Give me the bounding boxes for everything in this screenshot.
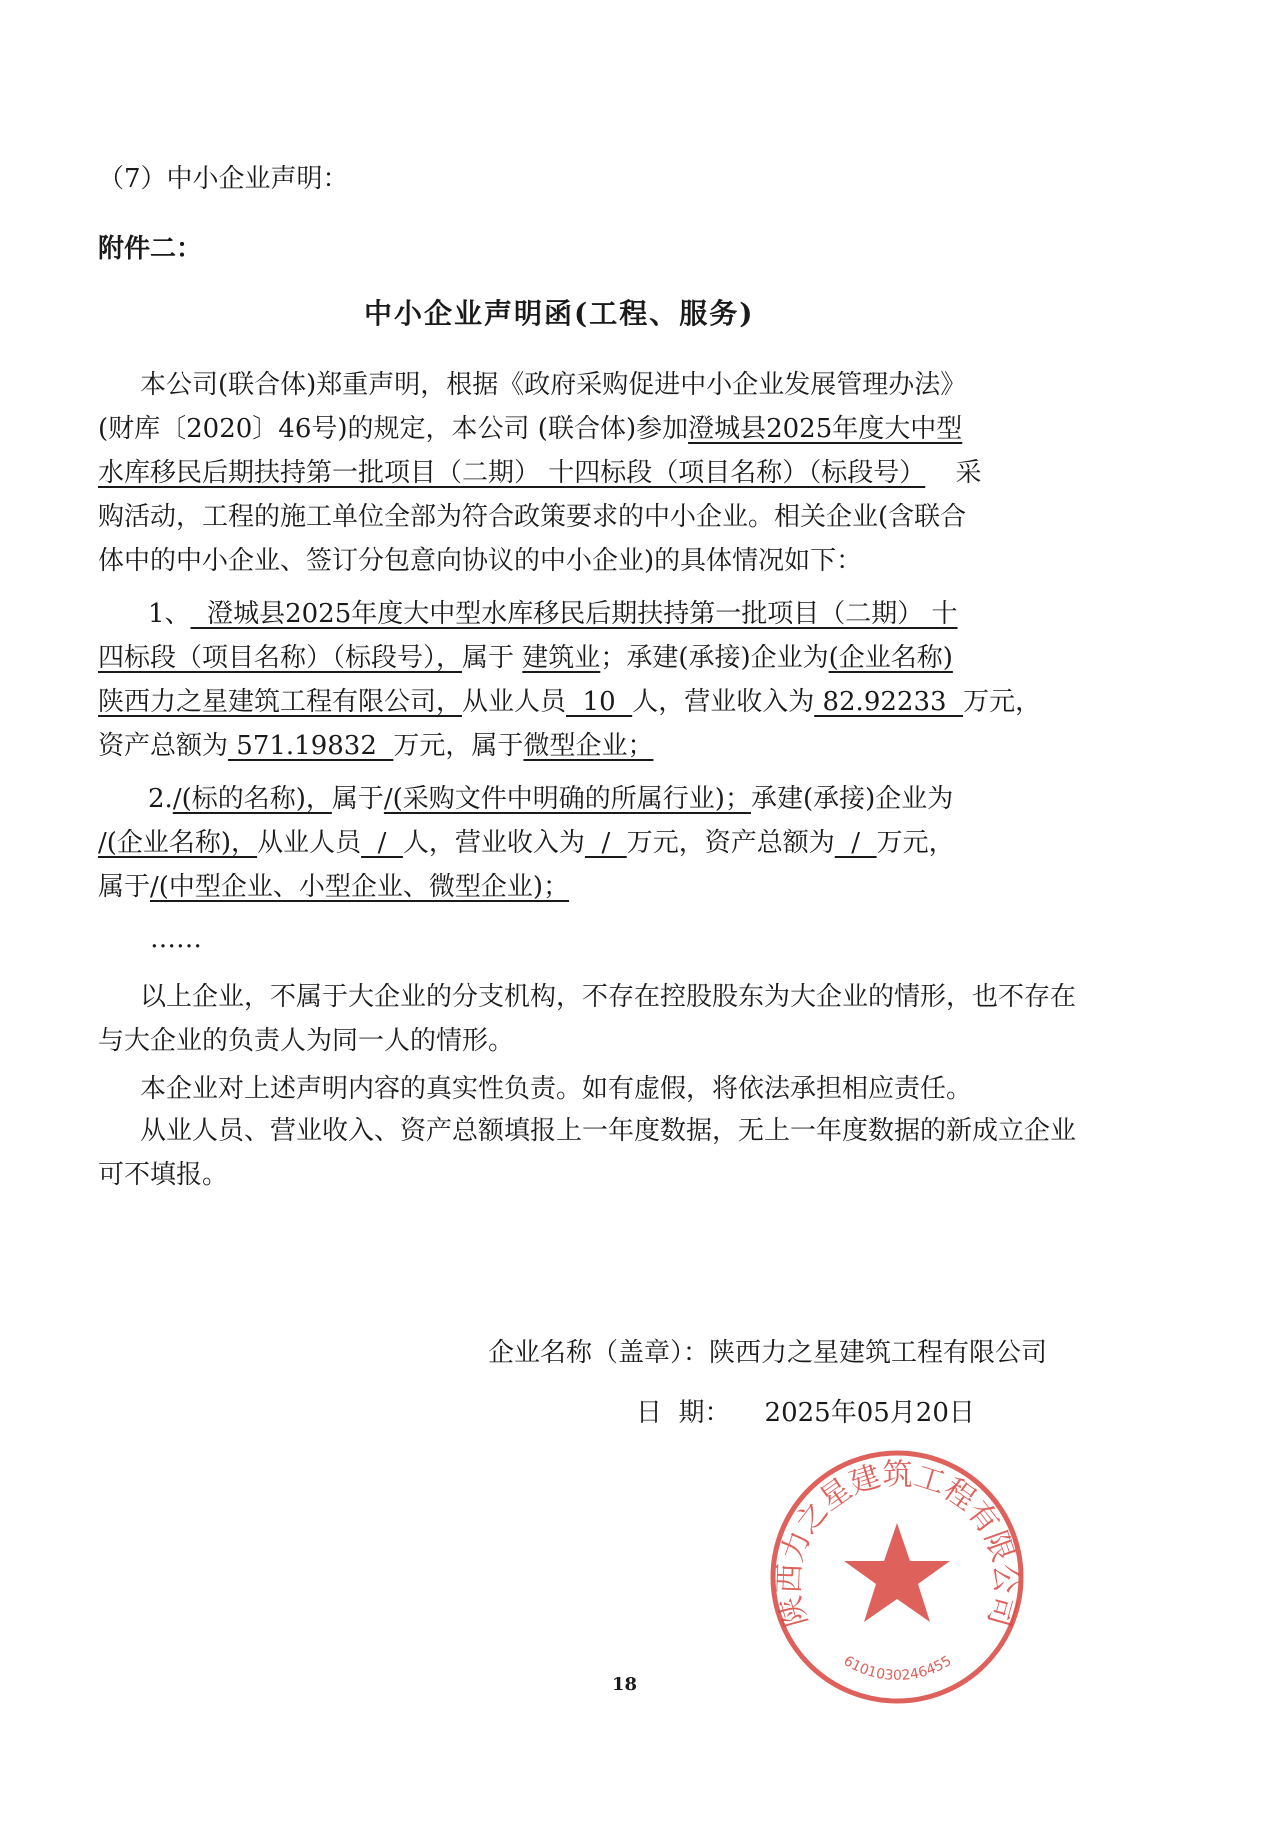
item1-industry: 建筑业 [522, 643, 601, 673]
date-label: 日 期： [636, 1398, 731, 1428]
para1-line3: 水库移民后期扶持第一批项目（二期） 十四标段（项目名称）（标段号） 采 [98, 458, 982, 488]
item2-line3: 属于/(中型企业、小型企业、微型企业)； [98, 872, 570, 902]
item1-company: 陕西力之星建筑工程有限公司， [98, 687, 463, 717]
item2-line2: /(企业名称)，从业人员 / 人，营业收入为 / 万元，资产总额为 / 万元， [98, 828, 955, 858]
item2-line1: 2./(标的名称)，属于/(采购文件中明确的所属行业)；承建(承接)企业为 [148, 784, 954, 814]
date-value: 2025年05月20日 [764, 1398, 975, 1428]
attachment-label: 附件二： [98, 234, 203, 264]
para1-line2: (财库〔2020〕46号)的规定，本公司 (联合体)参加澄城县2025年度大中型 [98, 414, 963, 444]
item1-line2: 四标段（项目名称）（标段号），属于 建筑业；承建(承接)企业为(企业名称) [98, 643, 953, 673]
date-line [636, 1392, 975, 1429]
item1-line3: 陕西力之星建筑工程有限公司，从业人员 10 人，营业收入为 82.92233 万元， [98, 687, 1042, 717]
svg-text:陕西力之星建筑工程有限公司: 陕西力之星建筑工程有限公司 [772, 1457, 1023, 1631]
company-value: 陕西力之星建筑工程有限公司 [709, 1338, 1048, 1368]
item1-project-name: 澄城县2025年度大中型水库移民后期扶持第一批项目（二期） 十 [190, 599, 958, 629]
para1-line1: 本公司(联合体)郑重声明，根据《政府采购促进中小企业发展管理办法》 [140, 370, 967, 400]
item1-revenue: 82.92233 [814, 687, 964, 717]
page-number: 18 [612, 1674, 638, 1695]
item1-line4: 资产总额为 571.19832 万元，属于微型企业； [98, 731, 654, 761]
project-name-part1: 澄城县2025年度大中型 [688, 414, 963, 444]
item1-assets: 571.19832 [228, 731, 394, 761]
company-seal [765, 1445, 1030, 1710]
section-heading: （7）中小企业声明： [98, 164, 349, 194]
item1-enterprise-type: 微型企业； [523, 731, 654, 761]
para3: 本企业对上述声明内容的真实性负责。如有虚假，将依法承担相应责任。 [140, 1074, 973, 1104]
item1-employees: 10 [566, 687, 633, 717]
company-signature-line [488, 1332, 1047, 1369]
para1-line5: 体中的中小企业、签订分包意向协议的中小企业)的具体情况如下： [98, 546, 863, 576]
company-label: 企业名称（盖章）： [488, 1338, 710, 1368]
para2-line1: 以上企业，不属于大企业的分支机构，不存在控股股东为大企业的情形，也不存在 [140, 982, 1077, 1012]
para2-line2: 与大企业的负责人为同一人的情形。 [98, 1026, 515, 1056]
svg-text:6101030246455: 6101030246455 [840, 1653, 955, 1684]
para1-line4: 购活动，工程的施工单位全部为符合政策要求的中小企业。相关企业(含联合 [98, 502, 967, 532]
project-name-part2: 水库移民后期扶持第一批项目（二期） 十四标段（项目名称）（标段号） [98, 458, 926, 488]
para4-line2: 可不填报。 [98, 1160, 229, 1190]
ellipsis: …… [150, 924, 202, 954]
para4-line1: 从业人员、营业收入、资产总额填报上一年度数据，无上一年度数据的新成立企业 [140, 1116, 1077, 1146]
item1-line1: 1、 澄城县2025年度大中型水库移民后期扶持第一批项目（二期） 十 [148, 599, 958, 629]
document-title: 中小企业声明函(工程、服务) [364, 297, 755, 330]
